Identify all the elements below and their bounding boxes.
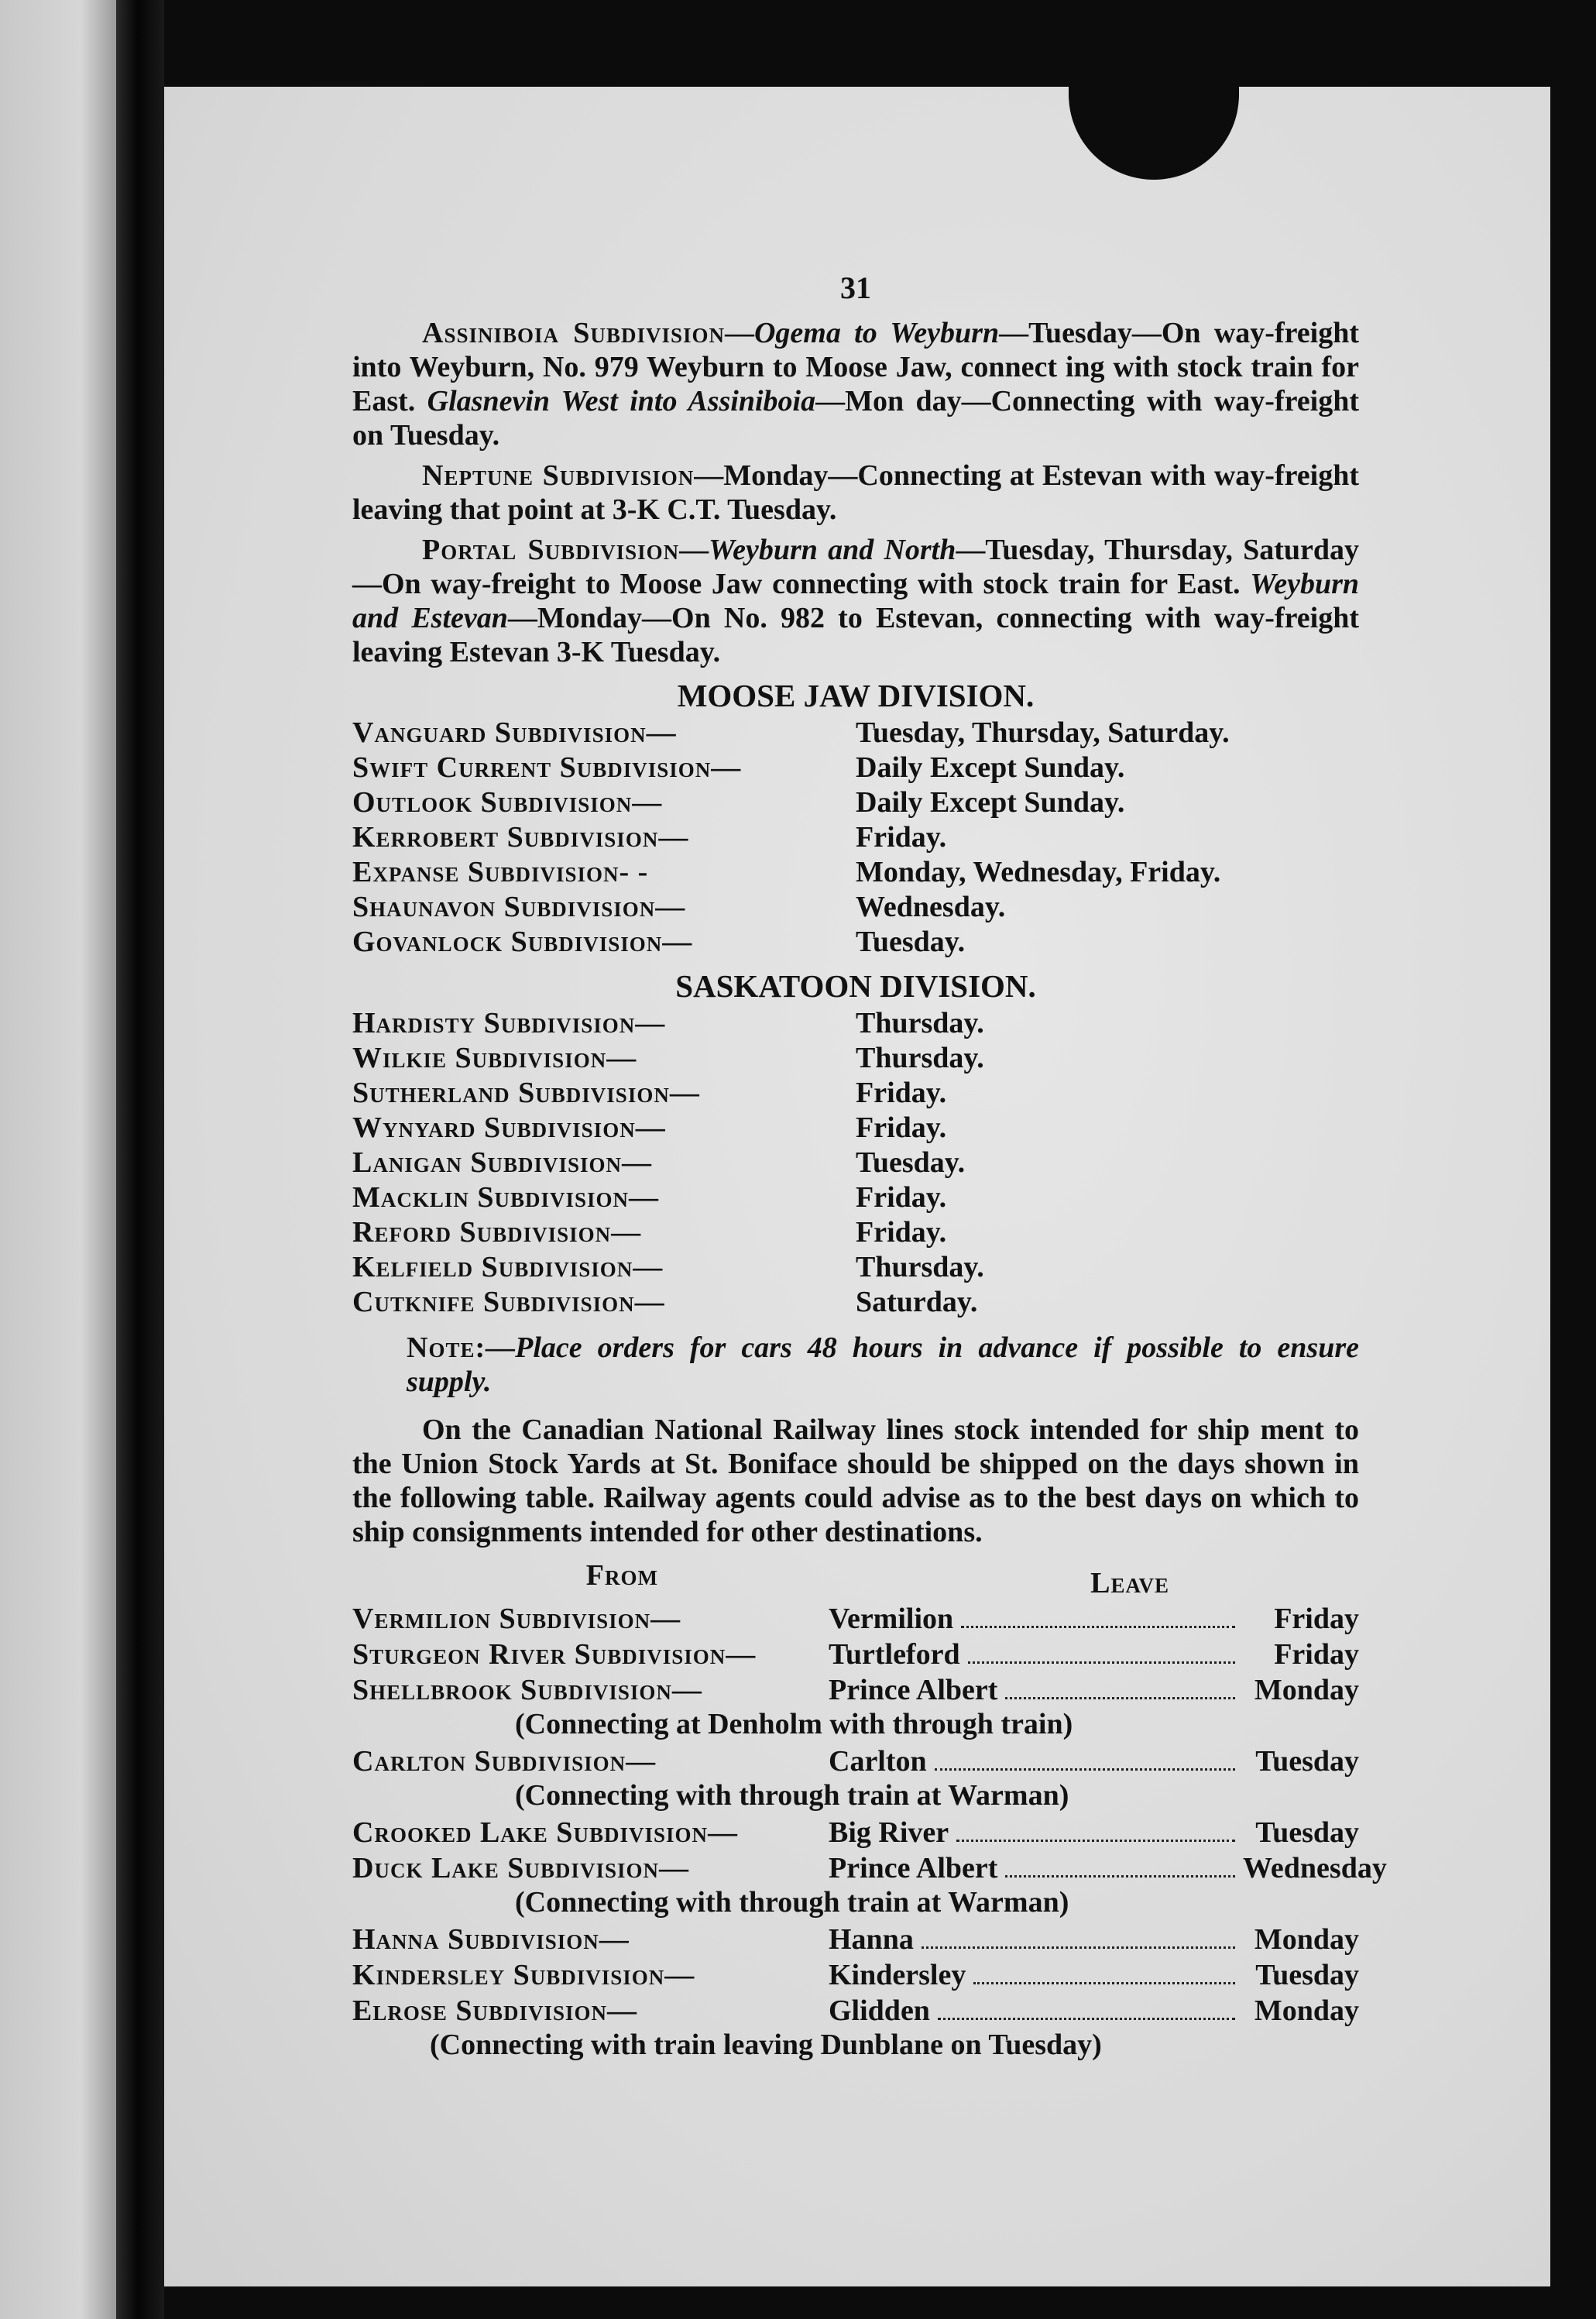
schedule-row: [352, 1006, 1359, 1041]
station-name: Vermilion: [829, 1603, 954, 1635]
shipping-days: Thursday.: [856, 1007, 984, 1039]
station-name: Prince Albert: [829, 1852, 998, 1884]
portal-name: Portal Subdivision: [422, 534, 680, 566]
subdivision-name: Cutknife Subdivision—: [352, 1286, 665, 1318]
station-name: Hanna: [829, 1923, 914, 1956]
moose-jaw-heading: MOOSE JAW DIVISION.: [677, 678, 1035, 713]
station-cell: [829, 1994, 1243, 2028]
subdivision-name: Outlook Subdivision—: [352, 786, 663, 819]
portal-text2: —Monday—On No. 982 to Estevan, connecting with way-freight leaving Estevan 3-K Tuesday.: [352, 602, 1359, 668]
station-cell: [829, 1958, 1243, 1992]
subdivision-name: Duck Lake Subdivision—: [352, 1852, 689, 1884]
shipping-days: Tuesday.: [856, 1146, 966, 1179]
shipping-days: Friday.: [856, 1077, 947, 1109]
subdivision-name: Sutherland Subdivision—: [352, 1077, 700, 1109]
ship-row: [352, 1957, 1359, 1992]
assiniboia-route2: Glasnevin West into Assiniboia: [427, 385, 816, 417]
shipping-days: Tuesday, Thursday, Saturday.: [856, 716, 1230, 749]
schedule-row: [352, 1285, 1359, 1320]
subdivision-name: Wilkie Subdivision—: [352, 1042, 637, 1074]
schedule-row: [352, 855, 1359, 890]
dot-leader: [973, 1982, 1235, 1984]
subdivision-name: Sturgeon River Subdivision—: [352, 1638, 757, 1671]
station-name: Turtleford: [829, 1638, 960, 1671]
subdivision-name: Swift Current Subdivision—: [352, 751, 742, 784]
leave-day: Monday: [1254, 1674, 1359, 1706]
station-name: Carlton: [829, 1745, 927, 1778]
dot-leader: [1005, 1697, 1235, 1699]
page-number: 31: [840, 270, 871, 305]
note: [407, 1331, 1359, 1399]
dot-leader: [935, 1768, 1235, 1771]
cnr-paragraph: On the Canadian National Railway lines stock intended for ship ment to the Union Stock Yards at St. Boniface should be shipped on the days shown in the following table. Railway agents could advise as to the best days on which to ship consignments intended for other destinations.: [352, 1414, 1359, 1548]
dot-leader: [961, 1626, 1235, 1628]
leave-day: Tuesday: [1255, 1959, 1359, 1991]
schedule-row: [352, 1180, 1359, 1215]
assiniboia-name: Assiniboia Subdivision: [422, 317, 725, 349]
note-label: Note:: [407, 1331, 486, 1364]
station-cell: [829, 1602, 1243, 1636]
portal-text1: —Tuesday, Thursday, Saturday—On way-freight to Moose Jaw connecting with stock train for East.: [352, 534, 1359, 600]
assiniboia-paragraph: Assiniboia Subdivision—Ogema to Weyburn—Tuesday—On way-freight into Weyburn, No. 979 Weyburn to Moose Jaw, connect ing with stock train for East. Glasnevin West into Assiniboia—Mon day—Connecting with way-freight on Tuesday.: [352, 317, 1360, 452]
leave-day: Monday: [1254, 1994, 1359, 2027]
schedule-row: [352, 751, 1359, 785]
ship-row: [352, 1814, 1359, 1850]
ship-row: [352, 1992, 1359, 2028]
portal-route1: Weyburn and North: [709, 534, 956, 566]
subdivision-name: Elrose Subdivision—: [352, 1994, 638, 2027]
subdivision-name: Kerrobert Subdivision—: [352, 821, 689, 854]
station-name: Prince Albert: [829, 1674, 998, 1706]
saskatoon-schedule: [352, 1006, 1359, 1320]
shipping-days: Wednesday.: [856, 891, 1006, 923]
shipping-days: Thursday.: [856, 1251, 984, 1283]
subdivision-name: Macklin Subdivision—: [352, 1181, 660, 1214]
dot-leader: [938, 2018, 1235, 2020]
ship-row: [352, 1921, 1359, 1957]
station-cell: [829, 1816, 1243, 1850]
schedule-row: [352, 1041, 1359, 1076]
ship-row: [352, 1636, 1359, 1671]
dot-leader: [956, 1840, 1235, 1842]
neptune-name: Neptune Subdivision: [422, 459, 695, 492]
dot-leader: [922, 1946, 1235, 1949]
subdivision-name: Expanse Subdivision- -: [352, 856, 649, 888]
scan-margin: [0, 0, 116, 2319]
schedule-row: [352, 716, 1359, 751]
subdivision-name: Lanigan Subdivision—: [352, 1146, 653, 1179]
shipping-days: Daily Except Sunday.: [856, 786, 1125, 819]
dot-leader: [1005, 1875, 1235, 1878]
ship-row: [352, 1850, 1387, 1885]
subdivision-name: Hardisty Subdivision—: [352, 1007, 666, 1039]
subdivision-name: Wynyard Subdivision—: [352, 1111, 666, 1144]
connection-note: (Connecting with through train at Warman): [515, 1779, 1069, 1812]
portal-paragraph: Portal Subdivision—Weyburn and North—Tuesday, Thursday, Saturday—On way-freight to Moose Jaw connecting with stock train for East. Weyburn and Estevan—Monday—On No. 982 to Estevan, connecting with way-freight leaving Estevan 3-K Tuesday.: [352, 534, 1360, 668]
leave-header: Leave: [1090, 1567, 1169, 1599]
connection-note: (Connecting with through train at Warman): [515, 1886, 1069, 1919]
neptune-text: —Monday—Connecting at Estevan with way-freight leaving that point at 3-K C.T. Tuesday.: [352, 459, 1359, 526]
ship-row: [352, 1743, 1359, 1778]
shipping-days: Friday.: [856, 1111, 947, 1144]
saskatoon-heading: SASKATOON DIVISION.: [675, 968, 1036, 1004]
shipping-days: Friday.: [856, 821, 947, 854]
shipping-days: Daily Except Sunday.: [856, 751, 1125, 784]
schedule-row: [352, 1111, 1359, 1146]
ship-row: [352, 1600, 1359, 1636]
schedule-row: [352, 1146, 1359, 1180]
station-name: Glidden: [829, 1994, 930, 2027]
portal-route2: Weyburn and Estevan: [352, 568, 1360, 634]
schedule-row: [352, 1215, 1359, 1250]
shipping-days: Friday.: [856, 1181, 947, 1214]
leave-day: Friday: [1274, 1603, 1359, 1635]
assiniboia-text2: —Mon day—Connecting with way-freight on Tuesday.: [352, 385, 1360, 452]
subdivision-name: Crooked Lake Subdivision—: [352, 1816, 738, 1849]
schedule-row: [352, 1250, 1359, 1285]
station-cell: [829, 1922, 1243, 1957]
book-spine: [116, 0, 164, 2319]
schedule-row: [352, 820, 1359, 855]
ship-table-header: [352, 1558, 1359, 1600]
shipping-table: [352, 1600, 1387, 2063]
page-content: [352, 270, 1387, 2063]
subdivision-name: Kelfield Subdivision—: [352, 1251, 664, 1283]
shipping-days: Thursday.: [856, 1042, 984, 1074]
station-name: Kindersley: [829, 1959, 966, 1991]
neptune-paragraph: [352, 459, 1359, 527]
shipping-days: Friday.: [856, 1216, 947, 1249]
connection-note: (Connecting with train leaving Dunblane on Tuesday): [430, 2029, 1102, 2061]
shipping-days: Monday, Wednesday, Friday.: [856, 856, 1221, 888]
schedule-row: [352, 925, 1359, 960]
subdivision-name: Kindersley Subdivision—: [352, 1959, 695, 1991]
subdivision-name: Shellbrook Subdivision—: [352, 1674, 702, 1706]
ship-row: [352, 1671, 1359, 1707]
assiniboia-route1: Ogema to Weyburn: [753, 317, 1000, 349]
shipping-days: Saturday.: [856, 1286, 978, 1318]
station-cell: [829, 1637, 1243, 1671]
schedule-row: [352, 890, 1359, 925]
subdivision-name: Hanna Subdivision—: [352, 1923, 630, 1956]
subdivision-name: Shaunavon Subdivision—: [352, 891, 686, 923]
leave-day: Monday: [1254, 1923, 1359, 1956]
moose-jaw-schedule: [352, 716, 1359, 960]
subdivision-name: Carlton Subdivision—: [352, 1745, 657, 1778]
station-cell: [829, 1673, 1243, 1707]
shipping-days: Tuesday.: [856, 926, 966, 958]
dot-leader: [968, 1661, 1235, 1664]
leave-day: Friday: [1274, 1638, 1359, 1671]
connection-note: (Connecting at Denholm with through train): [515, 1708, 1073, 1740]
station-cell: [829, 1851, 1243, 1885]
station-name: Big River: [829, 1816, 949, 1849]
station-cell: [829, 1744, 1243, 1778]
subdivision-name: Vermilion Subdivision—: [352, 1603, 681, 1635]
leave-day: Wednesday: [1243, 1852, 1387, 1884]
leave-day: Tuesday: [1255, 1745, 1359, 1778]
leave-day: Tuesday: [1255, 1816, 1359, 1849]
schedule-row: [352, 785, 1359, 820]
subdivision-name: Reford Subdivision—: [352, 1216, 642, 1249]
subdivision-name: Govanlock Subdivision—: [352, 926, 693, 958]
subdivision-name: Vanguard Subdivision—: [352, 716, 677, 749]
assiniboia-text1: —Tuesday—On way-freight into Weyburn, No. 979 Weyburn to Moose Jaw, connect ing with stock train for East.: [352, 317, 1359, 417]
from-header: From: [585, 1559, 658, 1592]
schedule-row: [352, 1076, 1359, 1111]
note-text: —Place orders for cars 48 hours in advance if possible to ensure supply.: [407, 1331, 1359, 1398]
